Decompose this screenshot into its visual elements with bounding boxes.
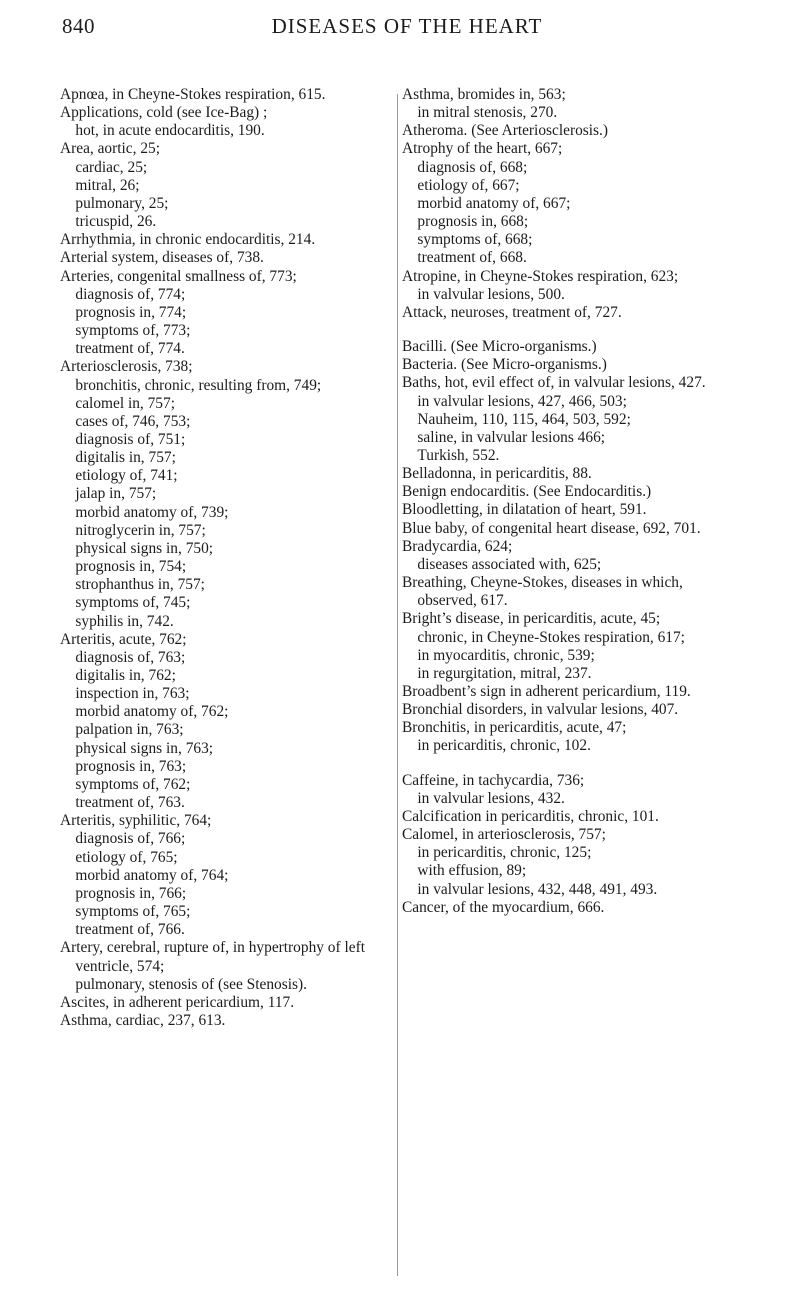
index-subentry: morbid anatomy of, 762; [75,703,229,721]
index-entry: Asthma, bromides in, 563; [402,86,566,103]
index-subentry: in valvular lesions, 427, 466, 503; [417,392,627,410]
index-subentry: in pericarditis, chronic, 102. [417,737,591,755]
index-subentry: prognosis in, 763; [75,757,187,775]
index-subentry: with effusion, 89; [417,862,527,880]
index-subentry: physical signs in, 763; [75,739,214,757]
index-subentry: morbid anatomy of, 764; [75,866,229,884]
index-subentry: Turkish, 552. [417,446,500,464]
index-subentry: symptoms of, 745; [75,594,191,612]
index-subentry: symptoms of, 765; [75,903,191,921]
index-entry: Calcification in pericarditis, chronic, 101. [402,807,659,825]
index-entry: Ascites, in adherent pericardium, 117. [60,993,295,1011]
index-entry: Belladonna, in pericarditis, 88. [402,465,592,483]
index-subentry: jalap in, 757; [75,485,157,503]
index-entry: Calomel, in arteriosclerosis, 757; [402,826,606,844]
index-column-left [60,86,396,1030]
index-subentry: diseases associated with, 625; [417,555,602,573]
index-entry: Bloodletting, in dilatation of heart, 591. [402,501,647,519]
index-entry: Atropine, in Cheyne-Stokes respiration, 623; [402,267,679,285]
index-subentry: syphilis in, 742. [75,612,174,630]
index-subentry: morbid anatomy of, 667; [417,194,571,212]
index-entry: Bronchitis, in pericarditis, acute, 47; [402,719,627,737]
index-subentry: morbid anatomy of, 739; [75,503,229,521]
index-entry: Atheroma. (See Arteriosclerosis.) [402,122,608,140]
index-subentry: saline, in valvular lesions 466; [417,428,606,446]
index-subentry: in mitral stenosis, 270. [417,104,558,122]
index-subentry: bronchitis, chronic, resulting from, 749; [75,376,322,394]
page-number: 840 [62,14,95,38]
index-subentry: calomel in, 757; [75,394,175,412]
index-subentry: treatment of, 763. [75,794,185,812]
index-entry: Attack, neuroses, treatment of, 727. [402,303,622,321]
index-subentry: symptoms of, 762; [75,775,191,793]
index-entry: Bacteria. (See Micro-organisms.) [402,356,607,374]
index-subentry: prognosis in, 774; [75,303,187,321]
index-subentry: tricuspid, 26. [75,213,157,231]
index-entry: Bronchial disorders, in valvular lesions, 407. [402,701,679,719]
index-subentry: hot, in acute endocarditis, 190. [75,122,265,140]
index-column-right [402,86,738,917]
index-subentry: digitalis in, 757; [75,449,176,467]
index-entry: Arterial system, diseases of, 738. [60,249,264,267]
index-subentry: diagnosis of, 763; [75,648,186,666]
index-entry: Arteritis, acute, 762; [60,630,187,648]
index-subentry: in regurgitation, mitral, 237. [417,664,592,682]
running-title: DISEASES OF THE HEART [271,14,543,38]
index-subentry: strophanthus in, 757; [75,576,205,594]
index-entry: Applications, cold (see Ice-Bag) ; [60,104,268,122]
index-entry: Bright’s disease, in pericarditis, acute, 45; [402,610,661,628]
index-subentry: treatment of, 774. [75,340,185,358]
index-entry: Arteritis, syphilitic, 764; [60,812,212,830]
index-entry: Arteriosclerosis, 738; [60,358,193,376]
index-entry: Bradycardia, 624; [402,537,513,555]
page-header [62,14,752,42]
index-subentry: physical signs in, 750; [75,539,214,557]
index-subentry: in pericarditis, chronic, 125; [417,844,592,862]
index-subentry: treatment of, 668. [417,249,527,267]
index-subentry: treatment of, 766. [75,921,185,939]
index-subentry: etiology of, 765; [75,848,178,866]
index-subentry: pulmonary, stenosis of (see Stenosis). [75,975,307,993]
index-entry: Apnœa, in Cheyne-Stokes respiration, 615. [60,86,326,103]
index-entry: Breathing, Cheyne-Stokes, diseases in which, observed, 617. [402,574,683,610]
index-subentry: cardiac, 25; [75,158,148,176]
index-subentry: Nauheim, 110, 115, 464, 503, 592; [417,410,631,428]
column-divider [397,94,398,1276]
index-subentry: diagnosis of, 668; [417,158,528,176]
index-entry: Area, aortic, 25; [60,140,160,158]
index-entry: Bacilli. (See Micro-organisms.) [402,338,597,356]
index-subentry: diagnosis of, 766; [75,830,186,848]
index-subentry: in valvular lesions, 432, 448, 491, 493. [417,880,658,898]
index-subentry: in valvular lesions, 432. [417,789,565,807]
index-entry: Asthma, cardiac, 237, 613. [60,1011,226,1029]
index-subentry: in valvular lesions, 500. [417,285,565,303]
index-subentry: diagnosis of, 774; [75,285,186,303]
index-subentry: chronic, in Cheyne-Stokes respiration, 617; [417,628,685,646]
index-entry: Arteries, congenital smallness of, 773; [60,267,297,285]
index-entry: Caffeine, in tachycardia, 736; [402,771,585,789]
index-subentry: etiology of, 741; [75,467,178,485]
index-subentry: symptoms of, 773; [75,322,191,340]
index-subentry: prognosis in, 766; [75,884,187,902]
index-entry: Benign endocarditis. (See Endocarditis.) [402,483,652,501]
index-entry: Broadbent’s sign in adherent pericardium, 119. [402,683,691,700]
index-subentry: etiology of, 667; [417,176,520,194]
index-subentry: mitral, 26; [75,176,140,194]
index-entry: Atrophy of the heart, 667; [402,140,563,158]
index-subentry: prognosis in, 754; [75,558,187,576]
index-subentry: in myocarditis, chronic, 539; [417,646,595,664]
index-entry: Artery, cerebral, rupture of, in hypertrophy of left ventricle, 574; [60,939,365,975]
index-subentry: nitroglycerin in, 757; [75,521,206,539]
index-subentry: pulmonary, 25; [75,194,169,212]
index-subentry: prognosis in, 668; [417,213,529,231]
index-subentry: diagnosis of, 751; [75,430,186,448]
index-subentry: cases of, 746, 753; [75,412,191,430]
index-subentry: digitalis in, 762; [75,667,176,684]
index-entry: Cancer, of the myocardium, 666. [402,898,605,916]
index-subentry: inspection in, 763; [75,685,190,703]
index-entry: Blue baby, of congenital heart disease, 692, 701. [402,519,701,537]
index-subentry: symptoms of, 668; [417,231,533,249]
index-entry: Baths, hot, evil effect of, in valvular lesions, 427. [402,374,706,392]
index-entry: Arrhythmia, in chronic endocarditis, 214. [60,231,316,249]
index-subentry: palpation in, 763; [75,721,184,739]
